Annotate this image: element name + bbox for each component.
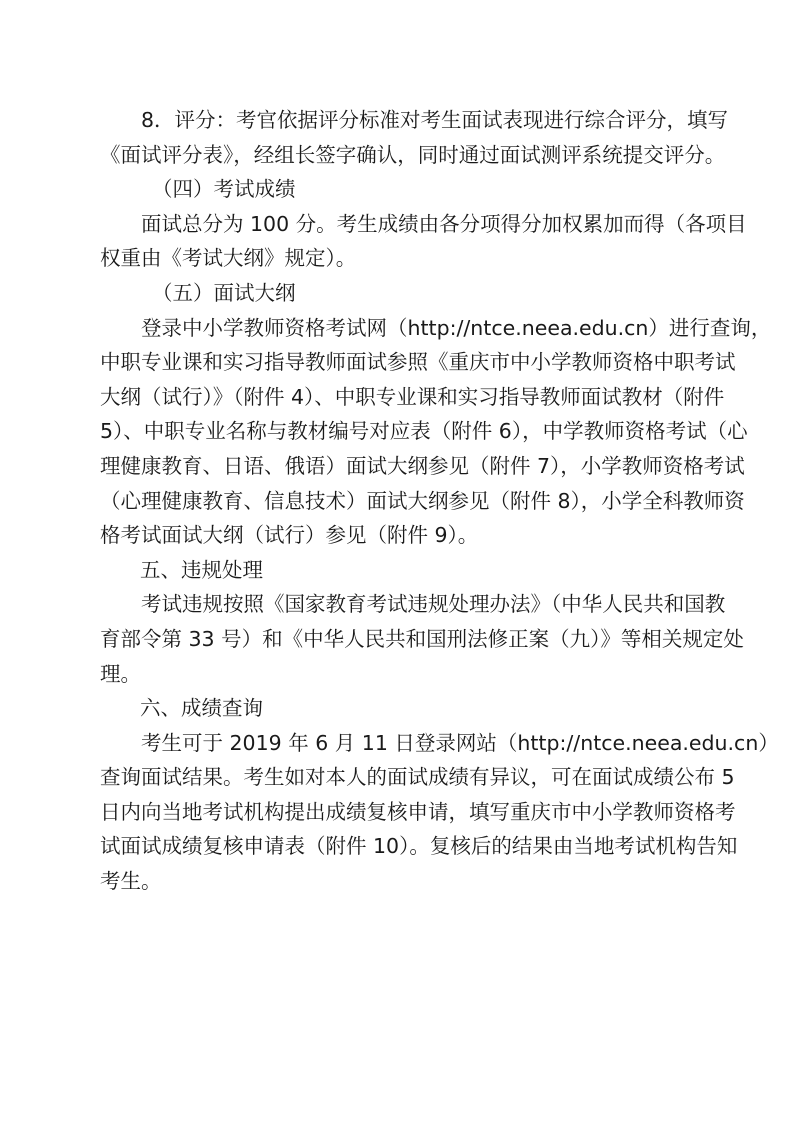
section-heading-score-inquiry: 六、成绩查询 — [140, 696, 263, 721]
paragraph-total-score — [100, 207, 765, 276]
text-line: 理。 — [100, 661, 141, 686]
text-line: 格考试面试大纲（试行）参见（附件 9）。 — [100, 523, 479, 548]
text-line: 5）、中职专业名称与教材编号对应表（附件 6），中学教师资格考试（心 — [100, 419, 748, 444]
text-line: 考试违规按照《国家教育考试违规处理办法》（中华人民共和国教 — [141, 592, 726, 617]
document-page — [100, 103, 779, 899]
text-line: 考生。 — [100, 869, 162, 894]
text-line: 面试总分为 100 分。考生成绩由各分项得分加权累加而得（各项目 — [141, 211, 747, 236]
text-line: （心理健康教育、信息技术）面试大纲参见（附件 8），小学全科教师资 — [100, 488, 745, 513]
paragraph-scoring — [100, 103, 765, 172]
paragraph-score-inquiry — [100, 726, 779, 899]
paragraph-violations — [100, 587, 765, 691]
text-line: 试面试成绩复核申请表（附件 10）。复核后的结果由当地考试机构告知 — [100, 834, 738, 859]
text-line: 登录中小学教师资格考试网（http://ntce.neea.edu.cn）进行查询， — [141, 315, 772, 340]
text-line: 考生可于 2019 年 6 月 11 日登录网站（http://ntce.neea.edu.cn） — [141, 730, 779, 755]
section-heading-interview-syllabus: （五）面试大纲 — [152, 280, 296, 305]
text-line: 《面试评分表》，经组长签字确认，同时通过面试测评系统提交评分。 — [100, 142, 726, 167]
paragraph-syllabus — [100, 311, 772, 553]
text-line: 权重由《考试大纲》规定）。 — [100, 246, 357, 271]
section-heading-exam-scores: （四）考试成绩 — [152, 177, 296, 202]
text-line: 8．评分：考官依据评分标准对考生面试表现进行综合评分，填写 — [141, 108, 729, 132]
text-line: 日内向当地考试机构提出成绩复核申请，填写重庆市中小学教师资格考 — [100, 799, 736, 824]
text-line: 理健康教育、日语、俄语）面试大纲参见（附件 7），小学教师资格考试 — [100, 453, 745, 478]
text-line: 查询面试结果。考生如对本人的面试成绩有异议，可在面试成绩公布 5 — [100, 765, 735, 790]
section-heading-violations: 五、违规处理 — [140, 557, 263, 582]
text-line: 育部令第 33 号）和《中华人民共和国刑法修正案（九）》等相关规定处 — [100, 626, 744, 651]
text-line: 中职专业课和实习指导教师面试参照《重庆市中小学教师资格中职考试 — [100, 350, 736, 375]
text-line: 大纲（试行）》（附件 4）、中职专业课和实习指导教师面试教材（附件 — [100, 384, 725, 409]
